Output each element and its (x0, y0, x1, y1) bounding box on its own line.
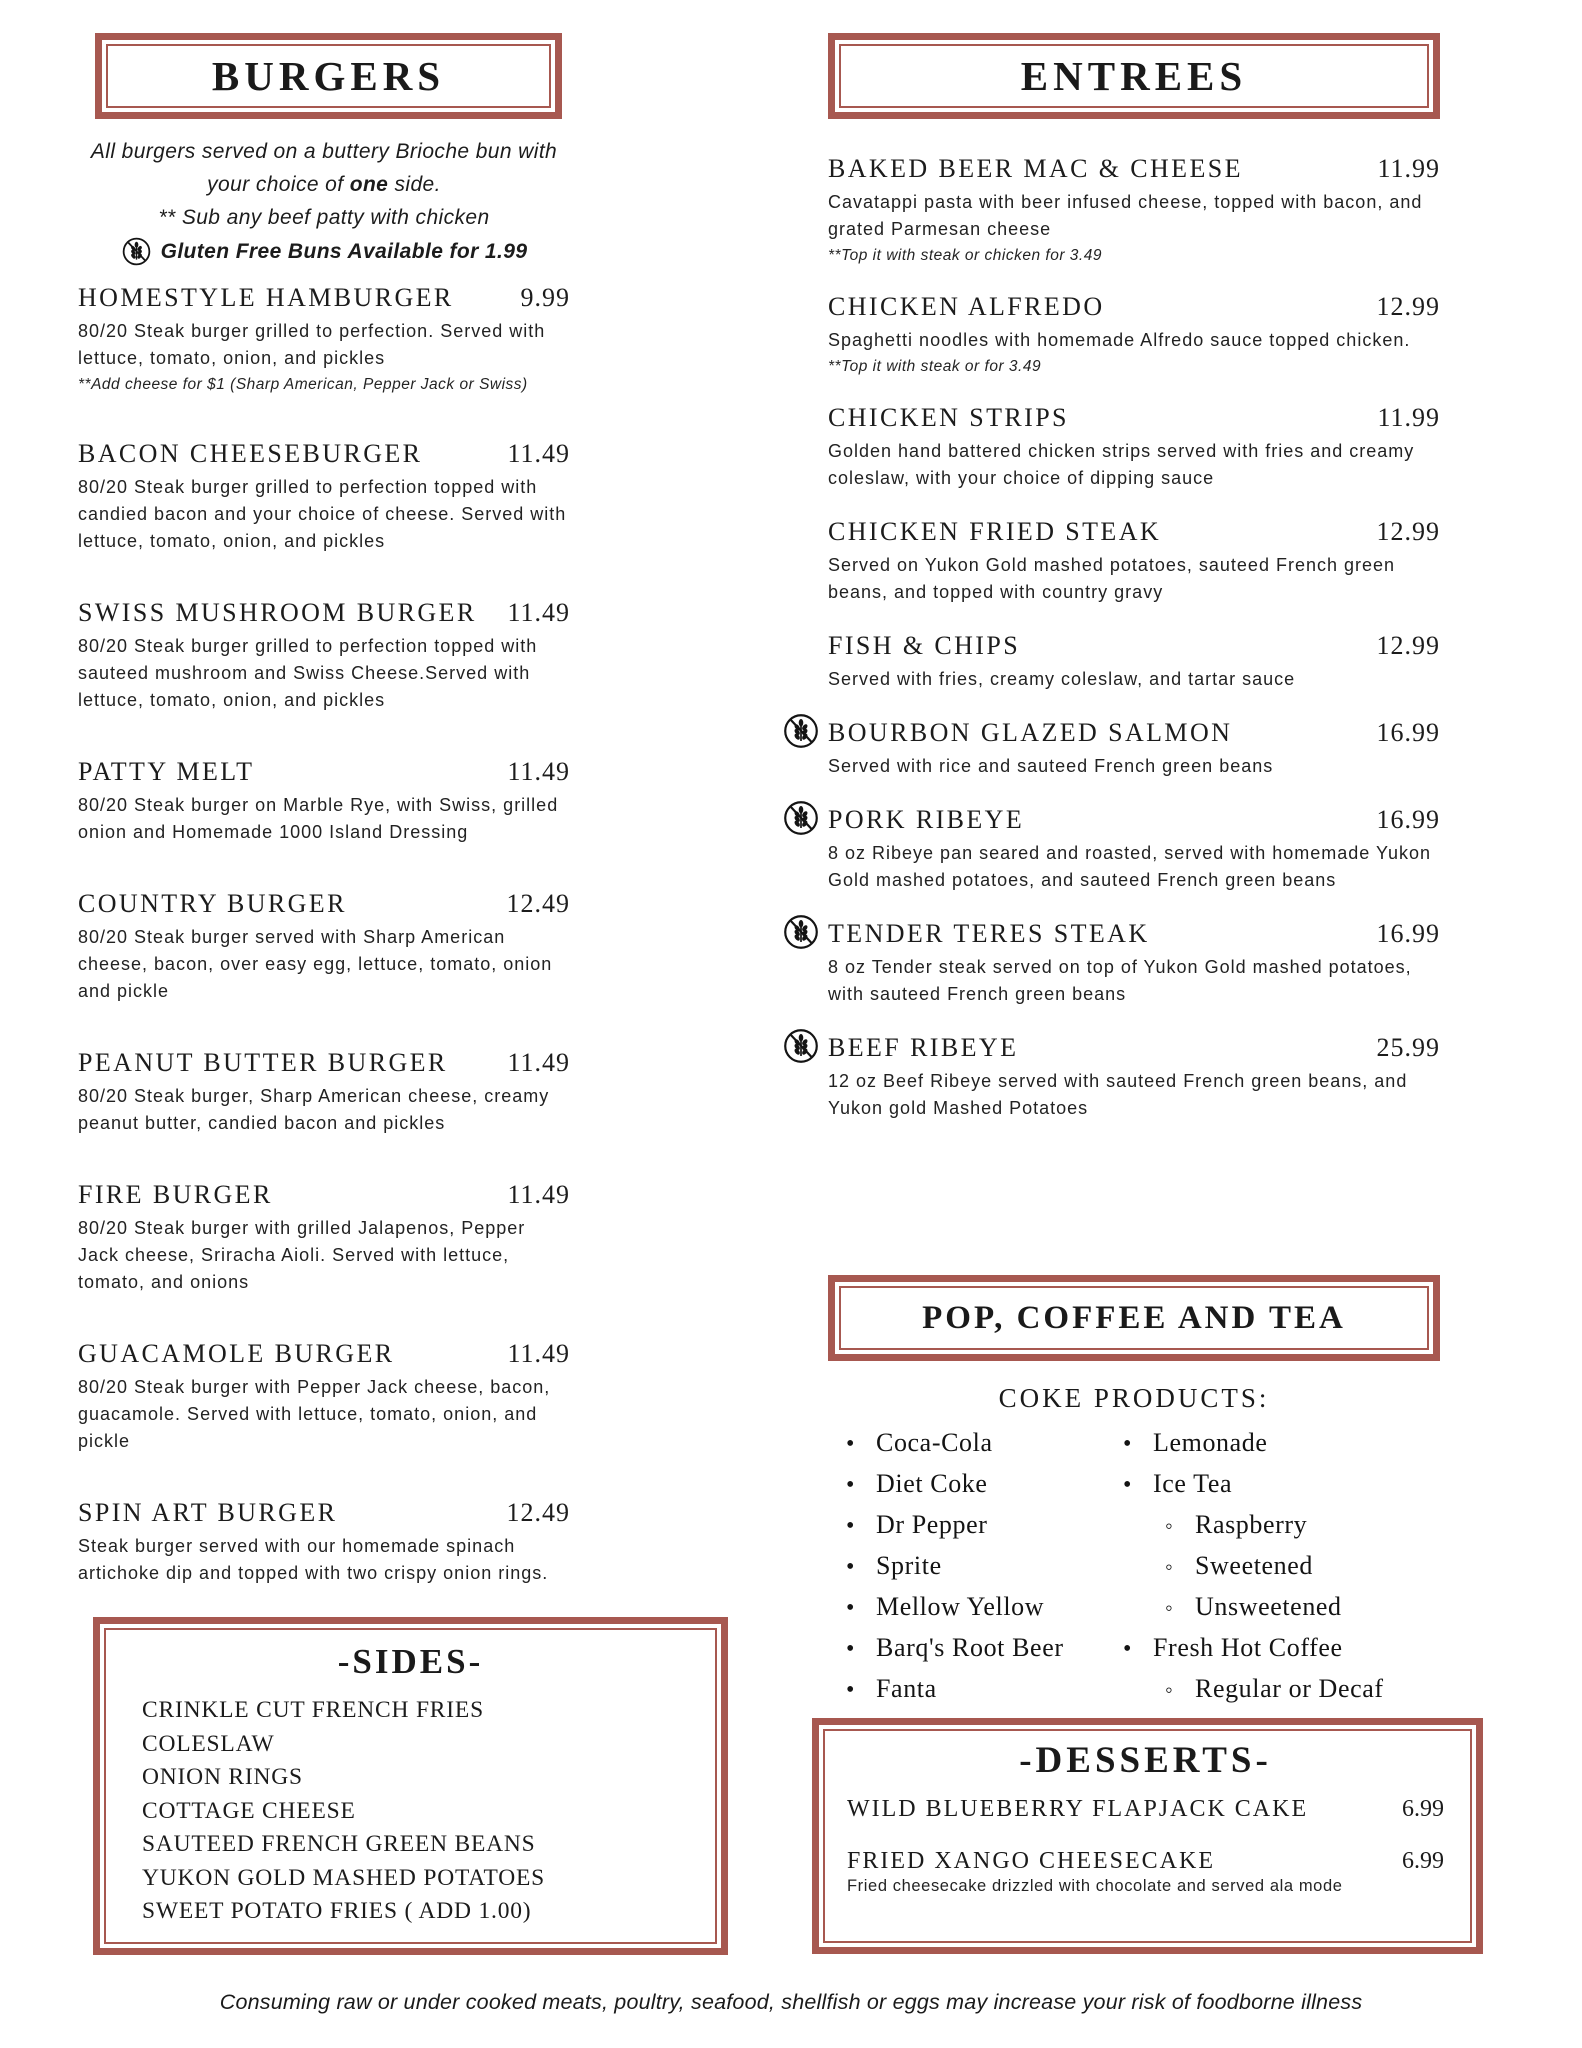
menu-item (78, 597, 570, 714)
beverage-item (846, 1628, 1123, 1669)
menu-item-desc: Served with fries, creamy coleslaw, and tartar sauce (828, 669, 1296, 689)
sides-section-box (93, 1617, 728, 1955)
sides-item-list (142, 1694, 715, 1929)
bullet-icon: ◦ (1165, 1677, 1174, 1702)
beverage-item (846, 1505, 1123, 1546)
menu-item-header (828, 153, 1440, 185)
menu-item (828, 153, 1440, 267)
menu-item-note: **Add cheese for $1 (Sharp American, Pepper Jack or Swiss) (78, 376, 528, 393)
entrees-item-list (828, 153, 1440, 1122)
menu-item-header (828, 804, 1440, 836)
menu-item (78, 1047, 570, 1137)
menu-item-price: 16.99 (1376, 805, 1440, 834)
dessert-item-desc: Fried cheesecake drizzled with chocolate and served ala mode (847, 1877, 1343, 1895)
beverage-label: Raspberry (1195, 1510, 1308, 1539)
menu-item-header (828, 918, 1440, 950)
burgers-intro-line3: ** Sub any beef patty with chicken (158, 206, 490, 229)
menu-item (828, 630, 1440, 693)
gluten-free-icon (121, 236, 152, 267)
menu-item-name: BACON CHEESEBURGER (78, 439, 423, 468)
menu-item-desc: 80/20 Steak burger with grilled Jalapenos, Pepper Jack cheese, Sriracha Aioli. Served with lettuce, tomato, and onions (78, 1218, 526, 1292)
entrees-section-box (828, 33, 1440, 119)
burgers-section-box-inner (106, 44, 551, 108)
beverage-label: Diet Coke (876, 1469, 988, 1498)
beverage-item (1123, 1505, 1440, 1546)
beverage-label: Coca-Cola (876, 1428, 993, 1457)
menu-item-name: COUNTRY BURGER (78, 889, 347, 918)
menu-item-header (828, 630, 1440, 662)
beverage-item (1123, 1587, 1440, 1628)
menu-item (828, 291, 1440, 378)
menu-item-desc: Spaghetti noodles with homemade Alfredo sauce topped chicken. (828, 330, 1411, 350)
bullet-icon: ◦ (1165, 1595, 1174, 1620)
menu-item-desc: 80/20 Steak burger grilled to perfection topped with sauteed mushroom and Swiss Cheese.Served with lettuce, tomato, onion, and pickles (78, 636, 538, 710)
side-item: SAUTEED FRENCH GREEN BEANS (142, 1831, 536, 1857)
dessert-item-name: FRIED XANGO CHEESECAKE (847, 1848, 1215, 1874)
menu-item-name: BAKED BEER MAC & CHEESE (828, 154, 1243, 183)
menu-item (828, 804, 1440, 894)
beverages-section-title: POP, COFFEE AND TEA (922, 1299, 1346, 1336)
menu-item-price: 11.49 (507, 1048, 570, 1077)
beverage-label: Lemonade (1153, 1428, 1268, 1457)
menu-item (78, 438, 570, 555)
menu-item-header (78, 888, 570, 920)
menu-item (78, 282, 570, 396)
burgers-section-title: BURGERS (211, 53, 446, 99)
dessert-item (847, 1796, 1444, 1823)
beverages-list-right (1123, 1423, 1440, 1710)
menu-item-name: PORK RIBEYE (828, 805, 1025, 834)
side-item: SWEET POTATO FRIES ( ADD 1.00) (142, 1898, 532, 1924)
menu-item-header (78, 597, 570, 629)
menu-item-header (828, 516, 1440, 548)
menu-item-header (828, 717, 1440, 749)
bullet-icon: • (846, 1472, 856, 1498)
beverage-item (1123, 1669, 1440, 1710)
beverage-label: Mellow Yellow (876, 1592, 1045, 1621)
dessert-item-price: 6.99 (1402, 1848, 1444, 1874)
beverage-item (846, 1546, 1123, 1587)
menu-item-price: 11.99 (1377, 403, 1440, 432)
menu-item-header (78, 438, 570, 470)
menu-item-desc: 12 oz Beef Ribeye served with sauteed French green beans, and Yukon gold Mashed Potatoes (828, 1071, 1408, 1118)
beverage-item (846, 1669, 1123, 1710)
desserts-item-list (847, 1796, 1444, 1897)
beverage-item (846, 1464, 1123, 1505)
menu-item-header (78, 756, 570, 788)
menu-item-price: 11.49 (507, 1180, 570, 1209)
burgers-item-list (78, 282, 570, 1587)
bullet-icon: • (846, 1554, 856, 1580)
menu-item-name: CHICKEN STRIPS (828, 403, 1069, 432)
menu-item-header (78, 1047, 570, 1079)
side-item: COLESLAW (142, 1730, 275, 1757)
beverage-label: Regular or Decaf (1195, 1674, 1384, 1703)
menu-item-header (78, 282, 570, 314)
menu-item-desc: 80/20 Steak burger with Pepper Jack cheese, bacon, guacamole. Served with lettuce, tomato, onion, and pickle (78, 1377, 551, 1451)
menu-item-desc: Golden hand battered chicken strips served with fries and creamy coleslaw, with your choice of dipping sauce (828, 441, 1415, 488)
beverages-section (828, 1242, 1440, 1710)
menu-item-name: PEANUT BUTTER BURGER (78, 1048, 448, 1077)
beverages-columns (828, 1423, 1440, 1710)
gluten-free-note-text: Gluten Free Buns Available for 1.99 (160, 240, 528, 263)
beverage-label: Barq's Root Beer (876, 1633, 1064, 1662)
menu-item-price: 12.99 (1376, 292, 1440, 321)
menu-item-name: SWISS MUSHROOM BURGER (78, 598, 477, 627)
menu-item-name: PATTY MELT (78, 757, 255, 786)
menu-item (78, 888, 570, 1005)
menu-item-header (78, 1497, 570, 1529)
menu-item-desc: Served with rice and sauteed French green beans (828, 756, 1274, 776)
bullet-icon: ◦ (1165, 1513, 1174, 1538)
foodborne-illness-disclaimer: Consuming raw or under cooked meats, poultry, seafood, shellfish or eggs may increase your risk of foodborne illness (219, 1990, 1363, 2014)
gluten-free-icon (782, 799, 820, 837)
menu-item-price: 11.99 (1377, 154, 1440, 183)
menu-item-header (78, 1179, 570, 1211)
beverage-label: Ice Tea (1153, 1469, 1233, 1498)
menu-item-desc: 80/20 Steak burger on Marble Rye, with Swiss, grilled onion and Homemade 1000 Island Dressing (78, 795, 559, 842)
menu-item-price: 25.99 (1376, 1033, 1440, 1062)
menu-item (78, 1497, 570, 1587)
coke-products-heading: COKE PRODUCTS: (998, 1383, 1270, 1413)
menu-item (828, 402, 1440, 492)
menu-item (78, 1338, 570, 1455)
menu-item-desc: 8 oz Ribeye pan seared and roasted, served with homemade Yukon Gold mashed potatoes, and sauteed French green beans (828, 843, 1432, 890)
menu-item-desc: Steak burger served with our homemade spinach artichoke dip and topped with two crispy onion rings. (78, 1536, 549, 1583)
menu-item-header (78, 1338, 570, 1370)
menu-item-price: 11.49 (507, 598, 570, 627)
menu-item-header (828, 1032, 1440, 1064)
menu-item-price: 11.49 (507, 1339, 570, 1368)
burgers-intro (78, 135, 570, 268)
sides-section-title: -SIDES- (337, 1642, 484, 1681)
menu-item-header (828, 291, 1440, 323)
dessert-item-name: WILD BLUEBERRY FLAPJACK CAKE (847, 1796, 1309, 1822)
bullet-icon: • (846, 1636, 856, 1662)
sides-section-box-inner (104, 1628, 717, 1944)
gluten-free-icon (782, 913, 820, 951)
gluten-free-note (78, 235, 570, 268)
bullet-icon: • (846, 1513, 856, 1539)
dessert-item-header (847, 1848, 1444, 1875)
menu-item-price: 16.99 (1376, 919, 1440, 948)
menu-item-note: **Top it with steak or chicken for 3.49 (828, 247, 1102, 264)
menu-item-name: FIRE BURGER (78, 1180, 273, 1209)
menu-item-price: 12.99 (1376, 517, 1440, 546)
burgers-intro-line2 (78, 168, 570, 201)
beverage-label: Sprite (876, 1551, 942, 1580)
menu-item (828, 1032, 1440, 1122)
desserts-section-box (812, 1718, 1483, 1954)
entrees-section-title: ENTREES (1020, 53, 1248, 99)
bullet-icon: • (1123, 1472, 1133, 1498)
menu-item-price: 12.99 (1376, 631, 1440, 660)
menu-item-name: GUACAMOLE BURGER (78, 1339, 395, 1368)
beverage-label: Dr Pepper (876, 1510, 988, 1539)
menu-item-price: 16.99 (1376, 718, 1440, 747)
menu-item-desc: 80/20 Steak burger grilled to perfection. Served with lettuce, tomato, onion, and pickles (78, 321, 546, 368)
menu-item-desc: 80/20 Steak burger, Sharp American cheese, creamy peanut butter, candied bacon and pickles (78, 1086, 550, 1133)
menu-item-desc: 8 oz Tender steak served on top of Yukon Gold mashed potatoes, with sauteed French green beans (828, 957, 1412, 1004)
beverage-item (1123, 1464, 1440, 1505)
menu-item-name: TENDER TERES STEAK (828, 919, 1150, 948)
bullet-icon: • (1123, 1636, 1133, 1662)
side-item: COTTAGE CHEESE (142, 1797, 356, 1824)
menu-item-price: 11.49 (507, 757, 570, 786)
side-item: YUKON GOLD MASHED POTATOES (142, 1864, 545, 1891)
bullet-icon: • (846, 1595, 856, 1621)
menu-item-desc: 80/20 Steak burger served with Sharp American cheese, bacon, over easy egg, lettuce, tomato, onion and pickle (78, 927, 553, 1001)
bullet-icon: ◦ (1165, 1554, 1174, 1579)
menu-item-desc: 80/20 Steak burger grilled to perfection topped with candied bacon and your choice of cheese. Served with lettuce, tomato, onion, and pickles (78, 477, 567, 551)
side-item: ONION RINGS (142, 1764, 303, 1790)
beverage-label: Fanta (876, 1674, 937, 1703)
beverage-item (1123, 1546, 1440, 1587)
menu-item-name: BOURBON GLAZED SALMON (828, 718, 1233, 747)
burgers-intro-line1: All burgers served on a buttery Brioche bun with (90, 140, 558, 163)
beverage-item (846, 1423, 1123, 1464)
left-column (78, 0, 570, 1629)
burgers-intro-line2-post: side. (388, 173, 441, 196)
burgers-intro-line2-pre: your choice of (207, 173, 350, 196)
dessert-item-header (847, 1796, 1444, 1823)
menu-item-header (828, 402, 1440, 434)
menu-item-price: 11.49 (507, 439, 570, 468)
right-column (828, 0, 1440, 1146)
menu-item (78, 1179, 570, 1296)
beverage-item (1123, 1628, 1440, 1669)
beverages-section-box (828, 1275, 1440, 1361)
menu-item-name: HOMESTYLE HAMBURGER (78, 283, 454, 312)
beverages-section-box-inner (839, 1286, 1429, 1350)
menu-item-desc: Served on Yukon Gold mashed potatoes, sauteed French green beans, and topped with country gravy (828, 555, 1396, 602)
entrees-section-box-inner (839, 44, 1429, 108)
gluten-free-icon (782, 1027, 820, 1065)
desserts-section-title: -DESSERTS- (1019, 1740, 1272, 1781)
menu-item (78, 756, 570, 846)
menu-item-name: FISH & CHIPS (828, 631, 1021, 660)
menu-item-name: CHICKEN ALFREDO (828, 292, 1105, 321)
menu-item-price: 12.49 (506, 889, 570, 918)
beverage-item (846, 1587, 1123, 1628)
menu-item-name: CHICKEN FRIED STEAK (828, 517, 1162, 546)
menu-item-price: 9.99 (520, 283, 570, 312)
dessert-item (847, 1848, 1444, 1897)
bullet-icon: • (1123, 1431, 1133, 1457)
menu-item-desc: Cavatappi pasta with beer infused cheese, topped with bacon, and grated Parmesan cheese (828, 192, 1423, 239)
menu-item (828, 516, 1440, 606)
beverage-label: Sweetened (1195, 1551, 1314, 1580)
burgers-section-box (95, 33, 562, 119)
menu-item-note: **Top it with steak or for 3.49 (828, 358, 1042, 375)
menu-item (828, 918, 1440, 1008)
menu-item (828, 717, 1440, 780)
bullet-icon: • (846, 1431, 856, 1457)
beverage-item (1123, 1423, 1440, 1464)
gluten-free-icon (782, 712, 820, 750)
beverage-label: Unsweetened (1195, 1592, 1342, 1621)
burgers-intro-line2-bold: one (349, 173, 389, 196)
menu-item-price: 12.49 (506, 1498, 570, 1527)
desserts-section-box-inner (823, 1729, 1472, 1943)
menu-item-name: SPIN ART BURGER (78, 1498, 338, 1527)
beverage-label: Fresh Hot Coffee (1153, 1633, 1343, 1662)
bullet-icon: • (846, 1677, 856, 1703)
beverages-list-left (828, 1423, 1123, 1710)
side-item: CRINKLE CUT FRENCH FRIES (142, 1697, 484, 1723)
menu-item-name: BEEF RIBEYE (828, 1033, 1019, 1062)
dessert-item-price: 6.99 (1402, 1796, 1444, 1822)
